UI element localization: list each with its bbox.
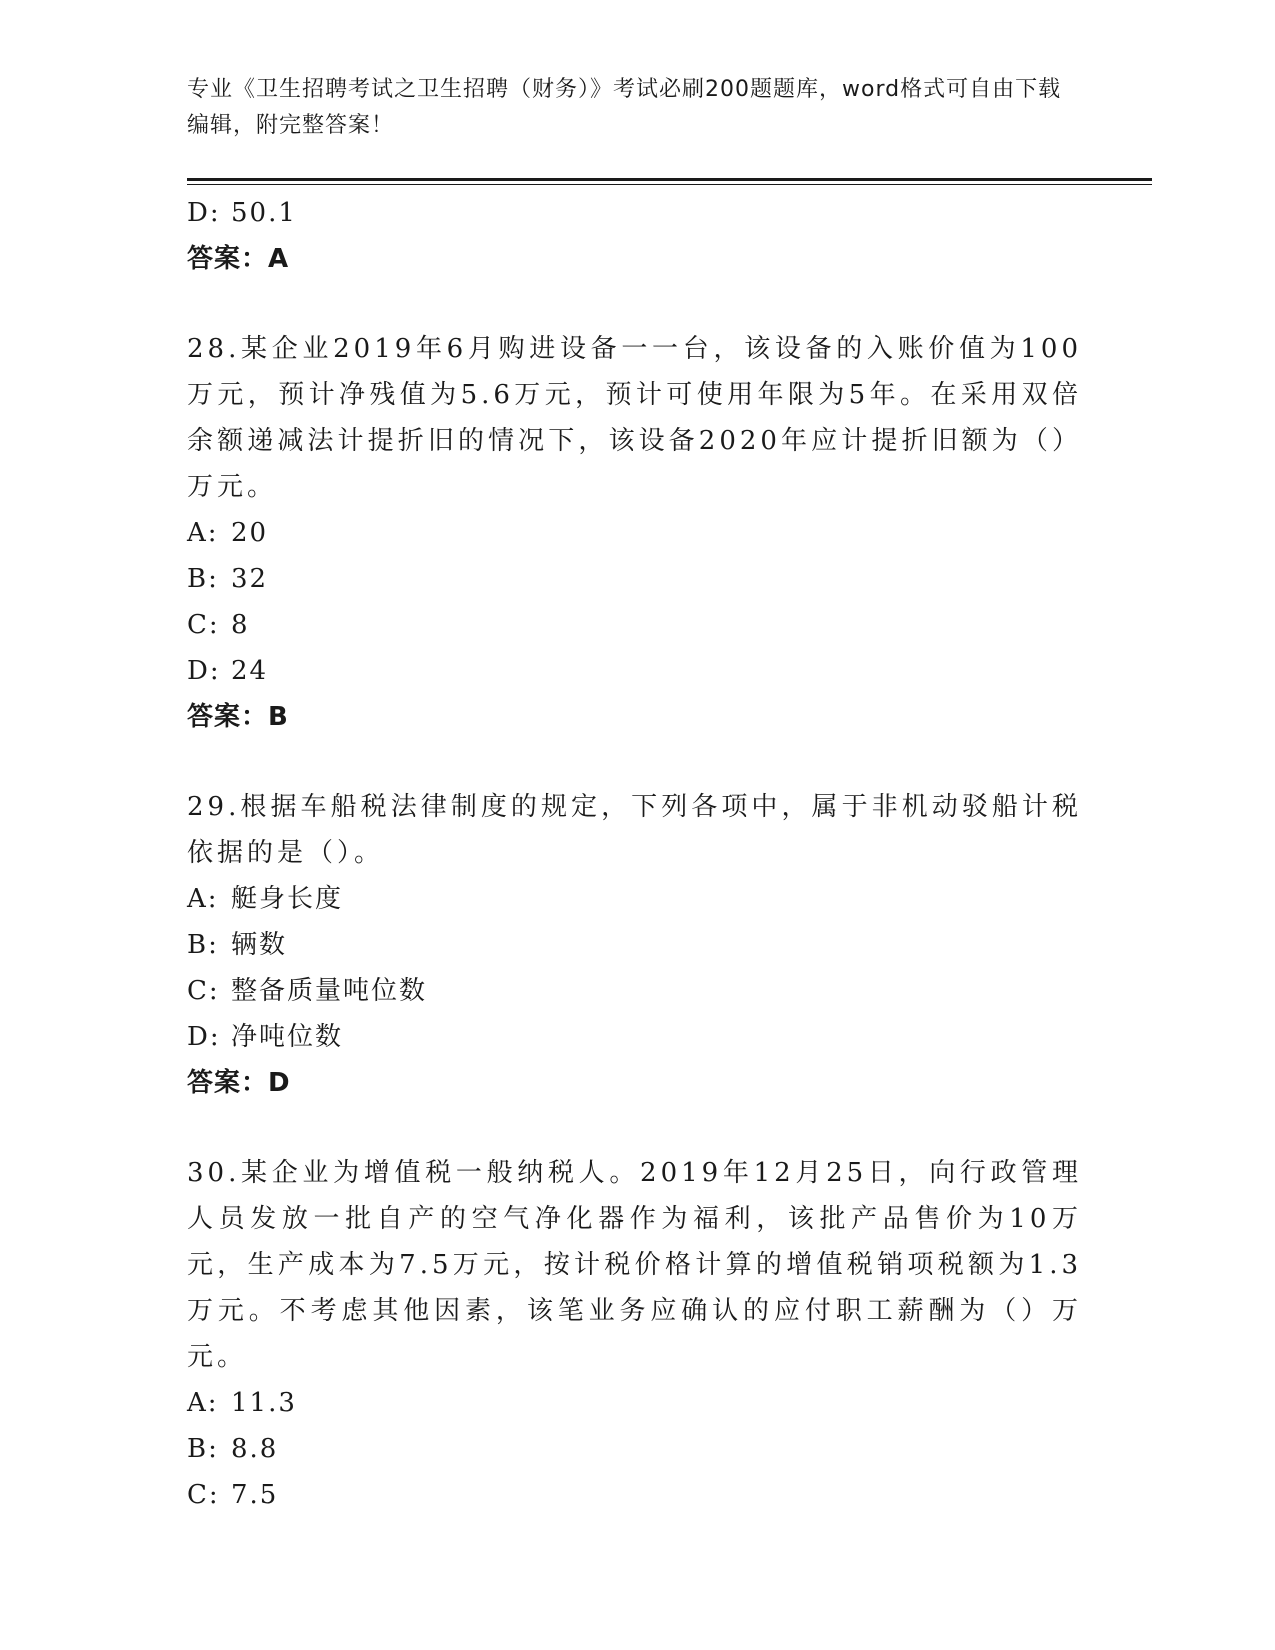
option-label: B: [187,564,219,594]
question-stem: 28.某企业2019年6月购进设备一一台，该设备的入账价值为100万元，预计净残值为5.6万元，预计可使用年限为5年。在采用双倍余额递减法计提折旧的情况下，该设备2020年应计提折旧额为（）万元。 [187,334,1082,502]
answer-line: 答案：B [187,702,289,732]
spacer [187,282,1082,326]
option-text: 7.5 [231,1480,279,1510]
option-label: C: [187,976,220,1006]
option-text: 32 [231,564,269,594]
carryover-option-d [187,190,1082,236]
document-body [187,190,1082,1518]
option-b [187,922,1082,968]
header-divider-thick [187,178,1152,181]
option-a [187,510,1082,556]
option-text: 艇身长度 [231,884,344,914]
option-text: 11.3 [231,1388,297,1418]
option-b [187,556,1082,602]
option-label: D: [187,198,221,228]
option-label: C: [187,610,220,640]
option-text: 20 [231,518,269,548]
option-c [187,968,1082,1014]
option-d [187,1014,1082,1060]
option-label: A: [187,1388,219,1418]
question-30 [187,1150,1082,1518]
option-label: B: [187,930,219,960]
option-text: 8 [231,610,250,640]
carryover-answer: 答案：A [187,244,290,274]
option-c [187,1472,1082,1518]
option-text: 50.1 [231,198,297,228]
option-text: 8.8 [231,1434,279,1464]
question-stem: 29.根据车船税法律制度的规定，下列各项中，属于非机动驳船计税依据的是（）。 [187,792,1082,868]
answer-line: 答案：D [187,1068,291,1098]
option-text: 辆数 [231,930,288,960]
question-29 [187,784,1082,1106]
option-c [187,602,1082,648]
option-label: D: [187,656,221,686]
option-label: D: [187,1022,221,1052]
option-text: 24 [231,656,269,686]
question-stem: 30.某企业为增值税一般纳税人。2019年12月25日，向行政管理人员发放一批自产的空气净化器作为福利，该批产品售价为10万元，生产成本为7.5万元，按计税价格计算的增值税销项税额为1.3万元。不考虑其他因素，该笔业务应确认的应付职工薪酬为（）万元。 [187,1158,1082,1372]
document-header: 专业《卫生招聘考试之卫生招聘（财务）》考试必刷200题题库，word格式可自由下载编辑，附完整答案！ [187,77,1062,138]
option-d [187,648,1082,694]
spacer [187,740,1082,784]
option-text: 净吨位数 [231,1022,344,1052]
option-a [187,1380,1082,1426]
option-label: C: [187,1480,220,1510]
option-label: B: [187,1434,219,1464]
header-divider-thin [187,184,1152,185]
option-label: A: [187,518,219,548]
option-b [187,1426,1082,1472]
spacer [187,1106,1082,1150]
option-text: 整备质量吨位数 [231,976,428,1006]
question-28 [187,326,1082,740]
option-a [187,876,1082,922]
option-label: A: [187,884,219,914]
